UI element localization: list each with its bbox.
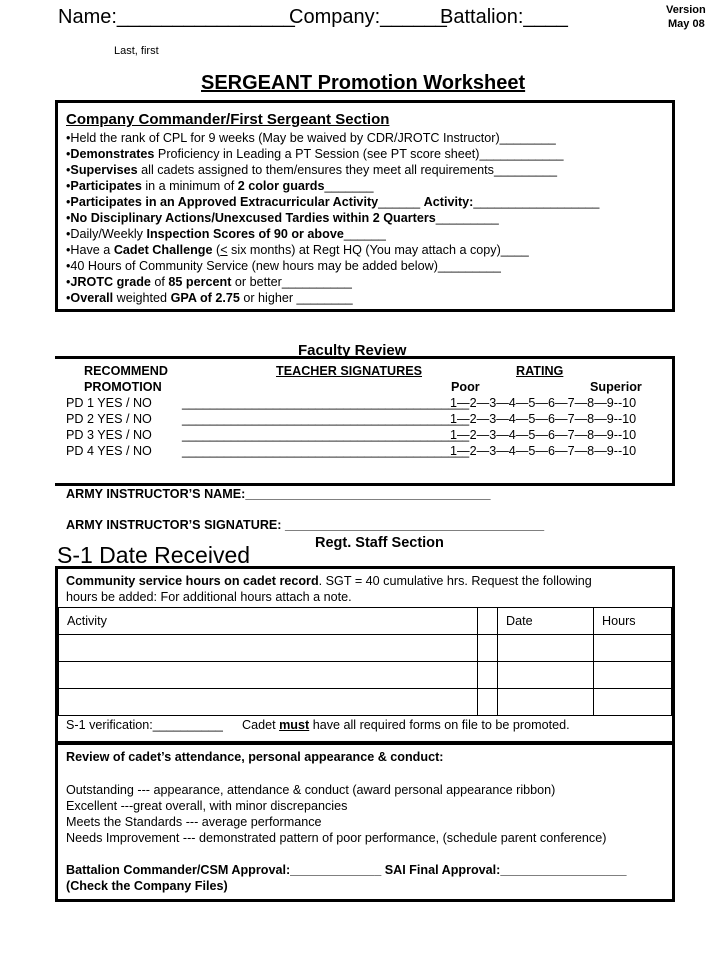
requirement-text: weighted: [113, 291, 171, 305]
period-recommend[interactable]: PD 3 YES / NO: [66, 428, 152, 442]
requirement-text: GPA of 2.75: [170, 291, 240, 305]
requirement-text: 85 percent: [168, 275, 232, 289]
teacher-signature-line[interactable]: _________________________________________: [182, 428, 470, 442]
requirement-text: •: [66, 195, 71, 209]
requirement-text: of: [150, 275, 169, 289]
service-hours-table: [58, 607, 672, 716]
service-bold: Community service hours on cadet record: [66, 574, 319, 588]
service-text-line1: [66, 574, 592, 588]
rating-scale[interactable]: 1—2—3—4—5—6—7—8—9--10: [450, 444, 637, 458]
requirement-text: Cadet Challenge: [113, 243, 213, 257]
requirement-item[interactable]: [66, 194, 599, 210]
requirement-text: Supervises: [70, 163, 138, 177]
requirement-text: •: [66, 179, 71, 193]
rating-scale[interactable]: 1—2—3—4—5—6—7—8—9--10: [450, 396, 637, 410]
staff-heading: Regt. Staff Section: [315, 535, 444, 551]
review-heading: Review of cadet’s attendance, personal appearance & conduct:: [66, 750, 444, 764]
period-recommend[interactable]: PD 1 YES / NO: [66, 396, 152, 410]
requirement-text: _______: [324, 179, 374, 193]
col-spacer: [478, 608, 498, 635]
requirements-list: [66, 130, 599, 306]
requirement-text: or better__________: [231, 275, 352, 289]
requirement-text: Participates: [70, 179, 142, 193]
name-hint: Last, first: [114, 45, 159, 57]
requirement-text: JROTC grade: [70, 275, 151, 289]
col-date: Date: [498, 608, 594, 635]
requirement-text: Activity:: [423, 195, 474, 209]
table-row[interactable]: [59, 689, 672, 716]
requirement-text: ______: [343, 227, 386, 241]
requirement-text: Inspection Scores of 90 or above: [146, 227, 344, 241]
col-recommend: RECOMMEND: [84, 364, 168, 378]
requirement-text: •: [66, 291, 71, 305]
requirement-text: six months) at Regt HQ (You may attach a copy)____: [227, 243, 529, 257]
requirement-item[interactable]: [66, 258, 599, 274]
page-title: SERGEANT Promotion Worksheet: [201, 72, 526, 94]
requirement-text: Participates in an Approved Extracurricular Activity: [70, 195, 379, 209]
requirement-text: ______: [378, 195, 424, 209]
col-teacher-signatures: TEACHER SIGNATURES: [276, 364, 423, 378]
requirement-text: (: [212, 243, 221, 257]
rating-scale[interactable]: 1—2—3—4—5—6—7—8—9--10: [450, 412, 637, 426]
cadet-must-note: [242, 718, 570, 732]
requirement-text: •: [66, 211, 71, 225]
cadet-must: must: [279, 718, 310, 732]
teacher-signature-line[interactable]: _________________________________________: [182, 444, 470, 458]
requirement-text: <: [220, 243, 228, 257]
version-label: Version: [666, 4, 706, 16]
approval-field[interactable]: Battalion Commander/CSM Approval:_____________ SAI Final Approval:__________________: [66, 863, 627, 877]
requirement-text: •Held the rank of CPL for 9 weeks (May be waived by CDR/JROTC Instructor)________: [66, 131, 556, 145]
requirement-item[interactable]: [66, 226, 599, 242]
faculty-heading: Faculty Review: [298, 342, 407, 359]
requirement-text: No Disciplinary Actions/Unexcused Tardies within 2 Quarters: [70, 211, 436, 225]
col-activity: Activity: [59, 608, 478, 635]
requirement-text: •40 Hours of Community Service (new hours may be added below)_________: [66, 259, 501, 273]
check-company-files: (Check the Company Files): [66, 879, 228, 893]
service-text-line2: hours be added: For additional hours attach a note.: [66, 590, 352, 604]
requirement-item[interactable]: [66, 162, 599, 178]
col-promotion: PROMOTION: [84, 380, 162, 394]
commander-section: [55, 100, 675, 312]
requirement-text: Overall: [70, 291, 114, 305]
service-rest: . SGT = 40 cumulative hrs. Request the following: [318, 574, 592, 588]
commander-heading: Company Commander/First Sergeant Section: [66, 111, 390, 128]
requirement-item[interactable]: [66, 146, 599, 162]
requirement-item[interactable]: [66, 242, 599, 258]
review-line-needs-improvement: Needs Improvement --- demonstrated pattern of poor performance, (schedule parent conference): [66, 831, 607, 845]
requirement-text: in a minimum of: [141, 179, 238, 193]
requirement-text: •: [66, 147, 71, 161]
battalion-field[interactable]: Battalion:____: [440, 6, 568, 28]
period-recommend[interactable]: PD 2 YES / NO: [66, 412, 152, 426]
rating-superior-label: Superior: [590, 380, 642, 394]
teacher-signature-line[interactable]: _________________________________________: [182, 412, 470, 426]
requirement-text: •: [66, 275, 71, 289]
rating-poor-label: Poor: [451, 380, 480, 394]
table-header-row: [59, 608, 672, 635]
requirement-text: •Have a: [66, 243, 114, 257]
col-rating: RATING: [516, 364, 564, 378]
requirement-text: _________: [435, 211, 499, 225]
cadet-pre: Cadet: [242, 718, 280, 732]
period-recommend[interactable]: PD 4 YES / NO: [66, 444, 152, 458]
s1-date-received: S-1 Date Received: [57, 542, 251, 568]
requirement-item[interactable]: [66, 290, 599, 306]
requirement-item[interactable]: [66, 210, 599, 226]
table-row[interactable]: [59, 635, 672, 662]
requirement-item[interactable]: [66, 274, 599, 290]
review-line-meets: Meets the Standards --- average performance: [66, 815, 322, 829]
version-date: May 08: [668, 18, 705, 30]
requirement-item[interactable]: [66, 178, 599, 194]
requirement-text: Proficiency in Leading a PT Session (see PT score sheet)____________: [154, 147, 564, 161]
requirement-text: all cadets assigned to them/ensures they meet all requirements_________: [137, 163, 557, 177]
requirement-text: __________________: [473, 195, 600, 209]
instructor-signature-field[interactable]: ARMY INSTRUCTOR’S SIGNATURE: _____________________________________: [66, 518, 545, 532]
teacher-signature-line[interactable]: _________________________________________: [182, 396, 470, 410]
requirement-text: •: [66, 163, 71, 177]
requirement-item[interactable]: [66, 130, 599, 146]
s1-verification-field[interactable]: S-1 verification:__________: [66, 718, 223, 732]
review-line-excellent: Excellent ---great overall, with minor discrepancies: [66, 799, 348, 813]
review-line-outstanding: Outstanding --- appearance, attendance & conduct (award personal appearance ribbon): [66, 783, 556, 797]
table-row[interactable]: [59, 662, 672, 689]
requirement-text: Demonstrates: [70, 147, 155, 161]
rating-scale[interactable]: 1—2—3—4—5—6—7—8—9--10: [450, 428, 637, 442]
requirement-text: or higher ________: [239, 291, 353, 305]
col-hours: Hours: [594, 608, 672, 635]
company-field[interactable]: Company:______: [289, 6, 447, 28]
instructor-name-field[interactable]: ARMY INSTRUCTOR’S NAME:___________________________________: [66, 487, 491, 501]
requirement-text: 2 color guards: [237, 179, 325, 193]
name-field[interactable]: Name:________________: [58, 6, 295, 28]
requirement-text: •Daily/Weekly: [66, 227, 147, 241]
cadet-post: have all required forms on file to be promoted.: [309, 718, 570, 732]
